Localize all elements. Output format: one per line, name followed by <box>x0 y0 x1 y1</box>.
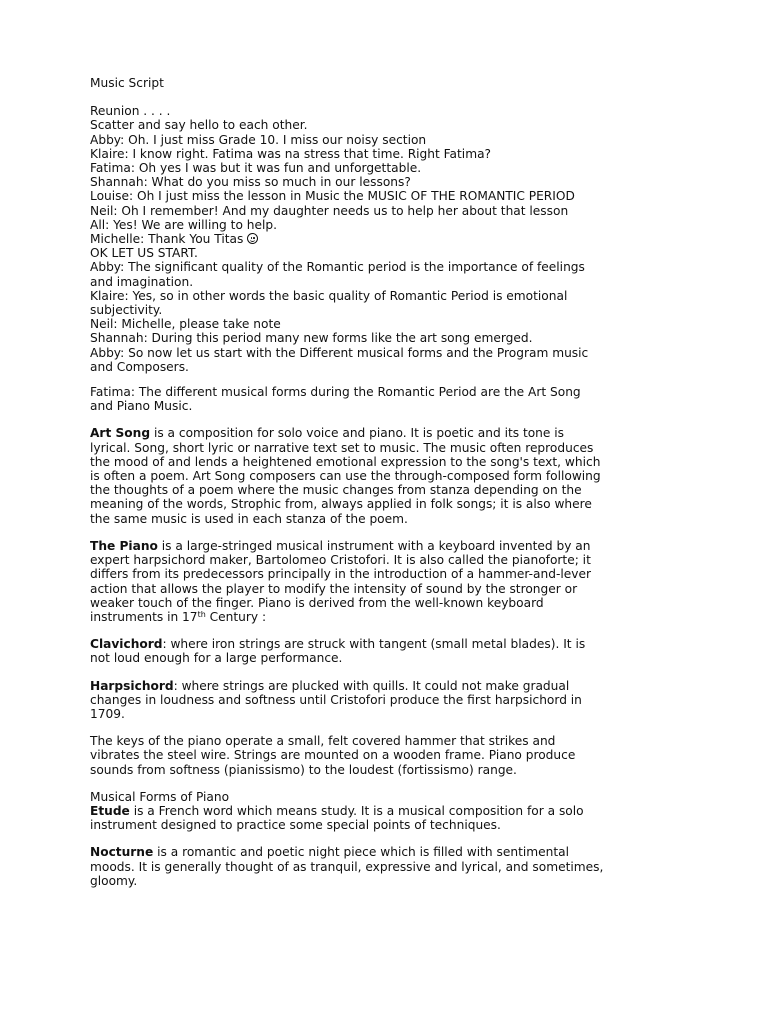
paragraph-line <box>90 539 702 553</box>
paragraph-line: weaker touch of the finger. Piano is derived from the well-known keyboard <box>90 595 544 610</box>
paragraph-text: : where strings are plucked with quills. It could not make gradual <box>173 678 570 693</box>
paragraph-line: is often a poem. Art Song composers can use the through-composed form following <box>90 469 601 484</box>
dialogue-line: Abby: Oh. I just miss Grade 10. I miss our noisy section <box>90 132 427 147</box>
paragraph-line: differs from its predecessors principally in the introduction of a hammer-and-lever <box>90 567 591 582</box>
paragraph-line <box>90 637 702 651</box>
smiley-face-icon <box>247 233 258 244</box>
dialogue-line: OK LET US START. <box>90 246 198 261</box>
paragraph-line <box>90 845 702 859</box>
dialogue-line: Neil: Michelle, please take note <box>90 317 281 332</box>
document-title: Music Script <box>90 76 164 90</box>
document-page <box>90 76 702 888</box>
dialogue-line: Klaire: Yes, so in other words the basic quality of Romantic Period is emotional <box>90 288 568 303</box>
paragraph-line: the same music is used in each stanza of the poem. <box>90 511 408 526</box>
paragraph-text: Century : <box>205 609 267 624</box>
paragraph-line: sounds from softness (pianissismo) to the loudest (fortissismo) range. <box>90 762 517 777</box>
paragraph-line: vibrates the steel wire. Strings are mounted on a wooden frame. Piano produce <box>90 748 576 763</box>
dialogue-line: Scatter and say hello to each other. <box>90 118 308 133</box>
paragraph-line: and Piano Music. <box>90 399 193 414</box>
superscript: th <box>197 609 206 619</box>
paragraph-line: meaning of the words, Strophic from, always applied in folk songs; it is also where <box>90 497 592 512</box>
paragraph-line <box>90 426 702 440</box>
art-song-term: Art Song <box>90 426 151 441</box>
harpsichord-paragraph <box>90 679 702 722</box>
dialogue-line: and imagination. <box>90 274 194 289</box>
paragraph-text: : where iron strings are struck with tangent (small metal blades). It is <box>162 637 586 652</box>
dialogue-block <box>90 104 702 374</box>
nocturne-term: Nocturne <box>90 845 154 860</box>
paragraph-line: gloomy. <box>90 873 138 888</box>
paragraph-text: is a composition for solo voice and piano. It is poetic and its tone is <box>150 426 565 441</box>
paragraph-text: is a French word which means study. It is a musical composition for a solo <box>129 803 584 818</box>
paragraph-text: is a large-stringed musical instrument with a keyboard invented by an <box>157 538 591 553</box>
piano-keys-paragraph <box>90 734 702 777</box>
dialogue-line: Reunion . . . . <box>90 104 171 119</box>
piano-paragraph <box>90 539 702 624</box>
harpsichord-term: Harpsichord <box>90 678 174 693</box>
dialogue-line: Louise: Oh I just miss the lesson in Music the MUSIC OF THE ROMANTIC PERIOD <box>90 189 575 204</box>
dialogue-line-text: Michelle: Thank You Titas <box>90 232 244 247</box>
paragraph-line <box>90 804 702 818</box>
paragraph-line: changes in loudness and softness until Cristofori produce the first harpsichord in <box>90 692 582 707</box>
dialogue-line: and Composers. <box>90 359 189 374</box>
paragraph-line: expert harpsichord maker, Bartolomeo Cristofori. It is also called the pianoforte; it <box>90 553 591 568</box>
piano-term: The Piano <box>90 538 158 553</box>
dialogue-line: Abby: The significant quality of the Romantic period is the importance of feelings <box>90 260 585 275</box>
dialogue-line: Shannah: What do you miss so much in our lessons? <box>90 175 411 190</box>
paragraph-line: not loud enough for a large performance. <box>90 651 343 666</box>
dialogue-line: Abby: So now let us start with the Different musical forms and the Program music <box>90 345 589 360</box>
paragraph-line: Fatima: The different musical forms during the Romantic Period are the Art Song <box>90 385 581 400</box>
dialogue-line: subjectivity. <box>90 303 163 318</box>
dialogue-line <box>90 232 702 246</box>
paragraph-line: lyrical. Song, short lyric or narrative text set to music. The music often reproduces <box>90 440 594 455</box>
clavichord-paragraph <box>90 637 702 665</box>
dialogue-line: Fatima: Oh yes I was but it was fun and unforgettable. <box>90 161 422 176</box>
dialogue-line: Klaire: I know right. Fatima was na stress that time. Right Fatima? <box>90 146 492 161</box>
etude-paragraph <box>90 804 702 832</box>
etude-term: Etude <box>90 803 130 818</box>
dialogue-line: Shannah: During this period many new forms like the art song emerged. <box>90 331 533 346</box>
dialogue-line: All: Yes! We are willing to help. <box>90 217 277 232</box>
paragraph-text: is a romantic and poetic night piece which is filled with sentimental <box>153 845 569 860</box>
paragraph-line <box>90 679 702 693</box>
paragraph-line: action that allows the player to modify the intensity of sound by the stronger or <box>90 581 578 596</box>
paragraph-line: instrument designed to practice some special points of techniques. <box>90 818 501 833</box>
fatima-intro-paragraph <box>90 385 702 413</box>
paragraph-text: instruments in 17 <box>90 609 198 624</box>
nocturne-paragraph <box>90 845 702 888</box>
paragraph-line: moods. It is generally thought of as tranquil, expressive and lyrical, and sometimes, <box>90 859 604 874</box>
paragraph-line <box>90 610 702 624</box>
art-song-paragraph <box>90 426 702 525</box>
paragraph-line: 1709. <box>90 706 125 721</box>
paragraph-line: the thoughts of a poem where the music changes from stanza depending on the <box>90 483 582 498</box>
section-heading: Musical Forms of Piano <box>90 789 230 804</box>
paragraph-line: The keys of the piano operate a small, felt covered hammer that strikes and <box>90 734 556 749</box>
dialogue-line: Neil: Oh I remember! And my daughter needs us to help her about that lesson <box>90 203 569 218</box>
clavichord-term: Clavichord <box>90 637 163 652</box>
paragraph-line: the mood of and lends a heightened emotional expression to the song's text, which <box>90 454 601 469</box>
